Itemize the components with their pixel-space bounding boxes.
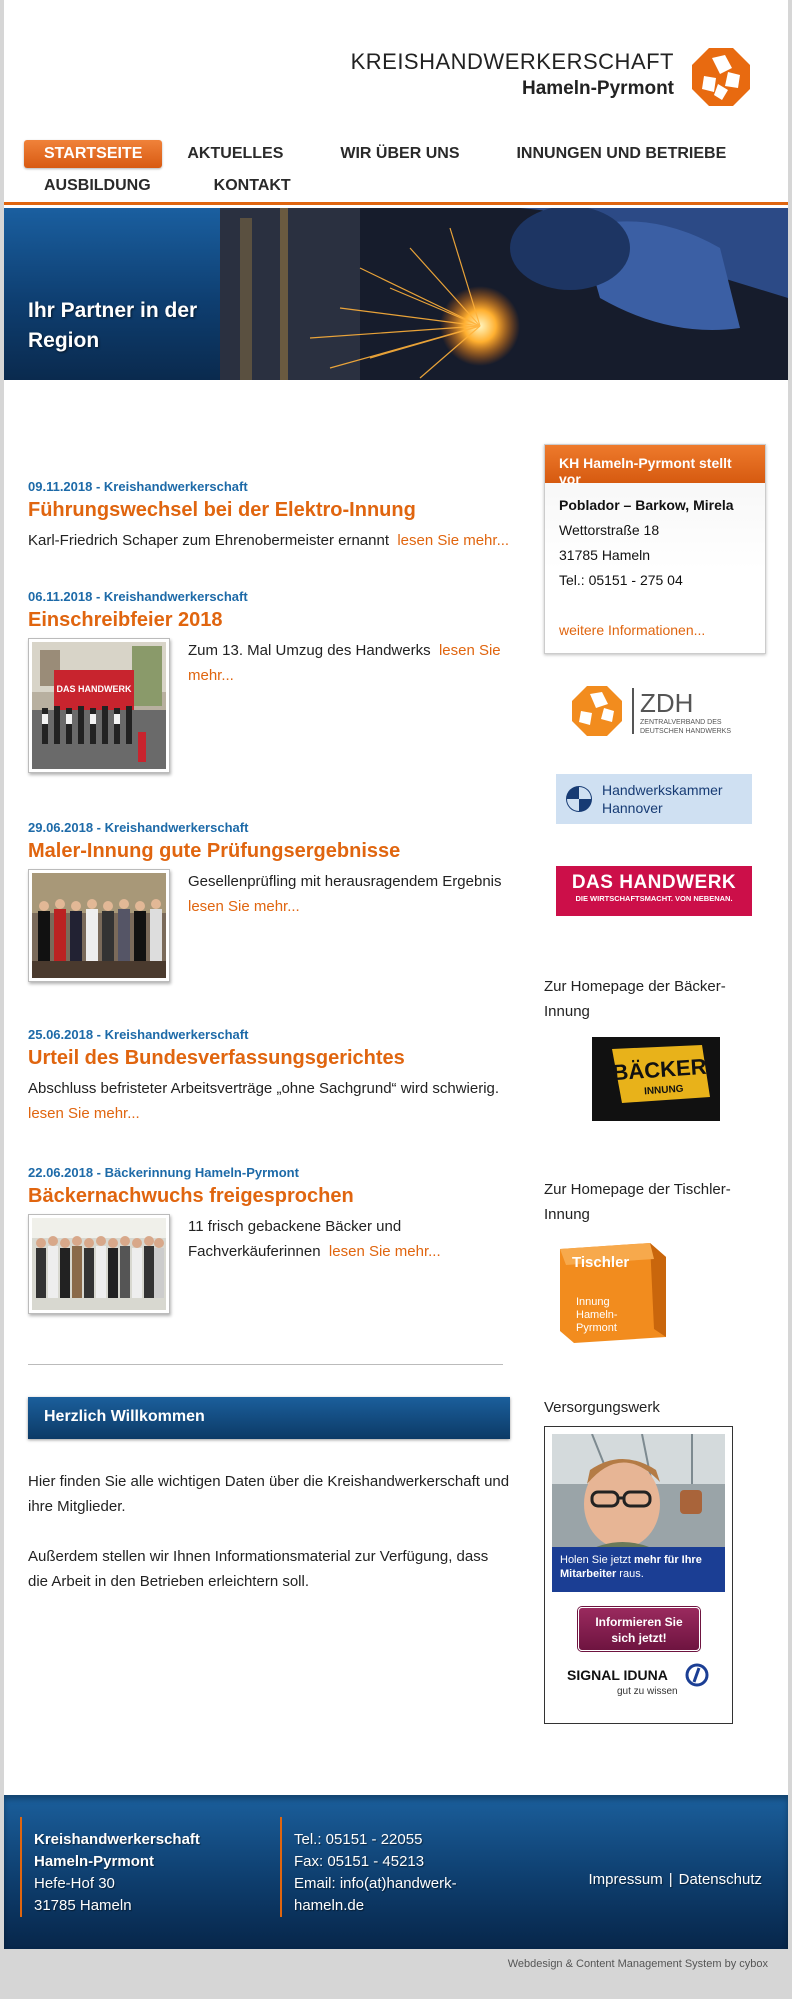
datenschutz-link[interactable]: Datenschutz	[678, 1871, 762, 1888]
tischler-logo-icon	[554, 1239, 672, 1349]
read-more-link[interactable]: lesen Sie mehr...	[188, 898, 300, 915]
news-date: 22.06.2018 - Bäckerinnung Hameln-Pyrmont	[28, 1165, 299, 1180]
svg-text:DAS HANDWERK: DAS HANDWERK	[56, 684, 132, 694]
news-title[interactable]: Bäckernachwuchs freigesprochen	[28, 1185, 354, 1207]
page	[4, 0, 788, 1949]
news-teaser-text: Zum 13. Mal Umzug des Handwerks	[188, 642, 431, 659]
ad-brand: SIGNAL IDUNA	[567, 1667, 668, 1683]
welcome-paragraph-2: Außerdem stellen wir Ihnen Informationsmaterial zur Verfügung, dass die Arbeit in den Betrieben erleichtern soll.	[28, 1548, 489, 1590]
hero-banner	[4, 208, 788, 380]
nav-kontakt[interactable]: KONTAKT	[213, 177, 291, 194]
das-handwerk-subtitle: DIE WIRTSCHAFTSMACHT. VON NEBENAN.	[575, 894, 733, 903]
spotlight-street: Wettorstraße 18	[559, 522, 660, 538]
ad-banner-bold: mehr für Ihre Mitarbeiter	[560, 1554, 702, 1580]
spotlight-more-link[interactable]: weitere Informationen...	[559, 622, 706, 638]
parade-photo	[32, 642, 166, 769]
ad-banner-post: raus.	[616, 1568, 644, 1580]
baecker-label: Zur Homepage der Bäcker-Innung	[544, 978, 726, 1020]
footer-email-link[interactable]: Email: info(at)handwerk-hameln.de	[294, 1875, 457, 1914]
footer-org-line1: Kreishandwerkerschaft	[34, 1831, 200, 1848]
group-photo	[32, 873, 166, 978]
brand-title: KREISHANDWERKERSCHAFT	[350, 49, 674, 74]
zdh-line2: DEUTSCHEN HANDWERKS	[640, 728, 732, 735]
footer-contact	[280, 1817, 480, 1917]
news-thumbnail[interactable]	[28, 1214, 170, 1314]
news-thumbnail[interactable]	[28, 638, 170, 773]
octagon-logo-icon[interactable]	[692, 48, 750, 106]
nav-divider	[4, 202, 788, 206]
news-date: 09.11.2018 - Kreishandwerkerschaft	[28, 479, 248, 494]
tischler-label: Zur Homepage der Tischler-Innung	[544, 1181, 731, 1223]
news-teaser	[28, 528, 510, 553]
welder-illustration	[220, 208, 788, 380]
ad-banner	[552, 1547, 725, 1592]
news-title[interactable]: Führungswechsel bei der Elektro-Innung	[28, 499, 416, 521]
hwk-line2: Hannover	[602, 800, 663, 816]
footer-fax: Fax: 05151 - 45213	[294, 1853, 425, 1870]
sidebar	[544, 444, 766, 1724]
read-more-link[interactable]: lesen Sie mehr...	[397, 532, 510, 549]
bakers-photo	[32, 1218, 166, 1310]
ad-tagline: gut zu wissen	[617, 1686, 678, 1697]
news-item	[28, 478, 510, 588]
read-more-link[interactable]: lesen Sie mehr...	[28, 1105, 140, 1122]
news-date: 25.06.2018 - Kreishandwerkerschaft	[28, 1027, 249, 1042]
news-teaser-text: Karl-Friedrich Schaper zum Ehrenobermeister ernannt	[28, 532, 389, 549]
spotlight-phone: Tel.: 05151 - 275 04	[559, 572, 683, 588]
versorgungswerk-label: Versorgungswerk	[544, 1399, 660, 1416]
nav-aktuelles[interactable]: AKTUELLES	[187, 145, 284, 162]
impressum-link[interactable]: Impressum	[588, 1871, 663, 1888]
news-item	[28, 588, 510, 819]
news-teaser-text: 11 frisch gebackene Bäcker und Fachverkäuferinnen	[188, 1218, 402, 1260]
footer-city: 31785 Hameln	[34, 1897, 132, 1914]
zdh-logo-icon	[572, 684, 772, 740]
news-title[interactable]: Einschreibfeier 2018	[28, 609, 223, 631]
nav-wir-ueber-uns[interactable]: WIR ÜBER UNS	[340, 145, 460, 162]
member-spotlight-box	[544, 444, 766, 654]
ad-cta-button[interactable]: Informieren Sie sich jetzt!	[578, 1607, 700, 1651]
main-nav	[24, 138, 774, 202]
spotlight-body	[545, 483, 765, 653]
tischler-logo-sub2: Hameln-	[576, 1309, 618, 1321]
hero-text-panel	[4, 208, 220, 380]
footer-phone: Tel.: 05151 - 22055	[294, 1831, 423, 1848]
das-handwerk-logo-link[interactable]	[556, 866, 752, 916]
das-handwerk-title: DAS HANDWERK	[571, 872, 737, 893]
nav-ausbildung[interactable]: AUSBILDUNG	[44, 177, 151, 194]
nav-startseite[interactable]: STARTSEITE	[24, 140, 162, 168]
tischler-logo-sub1: Innung	[576, 1296, 610, 1308]
news-teaser-text: Gesellenprüfling mit herausragendem Ergebnis	[188, 873, 502, 890]
news-title[interactable]: Urteil des Bundesverfassungsgerichtes	[28, 1047, 405, 1069]
baecker-logo-icon	[592, 1037, 720, 1121]
tischler-logo-sub3: Pyrmont	[576, 1322, 617, 1334]
hero-slogan-line2: Region	[28, 329, 100, 352]
zdh-abbr: ZDH	[640, 688, 694, 718]
hwk-emblem-icon	[564, 784, 594, 814]
read-more-link[interactable]: lesen Sie mehr...	[188, 642, 501, 684]
brand-subtitle: Hameln-Pyrmont	[521, 78, 674, 99]
ad-banner-pre: Holen Sie jetzt	[560, 1554, 634, 1566]
baecker-logo-sub: INNUNG	[643, 1083, 684, 1098]
news-teaser	[28, 1076, 510, 1126]
spotlight-city: 31785 Hameln	[559, 547, 651, 563]
zdh-logo-link[interactable]	[544, 684, 766, 740]
tischler-innung-logo-link[interactable]	[554, 1239, 672, 1349]
signal-iduna-icon	[685, 1663, 709, 1687]
site-footer	[4, 1795, 788, 1949]
read-more-link[interactable]: lesen Sie mehr...	[328, 1243, 441, 1260]
footer-org-line2: Hameln-Pyrmont	[34, 1853, 155, 1870]
hwk-text	[602, 781, 723, 817]
news-item	[28, 819, 510, 1026]
news-title[interactable]: Maler-Innung gute Prüfungsergebnisse	[28, 840, 401, 862]
hero-slogan-line1: Ihr Partner in der	[28, 299, 198, 322]
handwerkskammer-logo-link[interactable]	[556, 774, 752, 824]
footer-address	[20, 1817, 260, 1917]
hwk-line1: Handwerkskammer	[602, 782, 723, 798]
news-thumbnail[interactable]	[28, 869, 170, 982]
cms-credit[interactable]: Webdesign & Content Management System by cybox	[507, 1958, 768, 1970]
welcome-heading: Herzlich Willkommen	[28, 1397, 510, 1439]
baecker-innung-logo-link[interactable]	[592, 1037, 720, 1121]
welcome-paragraph-1: Hier finden Sie alle wichtigen Daten über die Kreishandwerkerschaft und ihre Mitglieder.	[28, 1473, 510, 1515]
news-item	[28, 1164, 510, 1371]
hero-slogan	[28, 296, 218, 356]
news-teaser-text: Abschluss befristeter Arbeitsverträge „ohne Sachgrund“ wird schwierig.	[28, 1080, 500, 1097]
hero-welder-image	[220, 208, 788, 380]
zdh-line1: ZENTRALVERBAND DES	[640, 719, 722, 726]
footer-street: Hefe-Hof 30	[34, 1875, 115, 1892]
nav-innungen-und-betriebe[interactable]: INNUNGEN UND BETRIEBE	[516, 145, 727, 162]
spotlight-name: Poblador – Barkow, Mirela	[559, 497, 734, 513]
signal-iduna-ad[interactable]	[544, 1426, 733, 1724]
news-item	[28, 1026, 510, 1164]
site-brand[interactable]	[351, 48, 674, 102]
news-date: 06.11.2018 - Kreishandwerkerschaft	[28, 589, 248, 604]
footer-link-separator: |	[668, 1871, 673, 1888]
main-content	[28, 478, 510, 1594]
spotlight-heading: KH Hameln-Pyrmont stellt vor	[545, 445, 765, 483]
news-date: 29.06.2018 - Kreishandwerkerschaft	[28, 820, 249, 835]
tischler-logo-title: Tischler	[572, 1254, 630, 1271]
footer-links	[589, 1871, 762, 1888]
ad-photo	[552, 1434, 725, 1554]
baecker-logo-title: BÄCKER	[611, 1053, 708, 1086]
